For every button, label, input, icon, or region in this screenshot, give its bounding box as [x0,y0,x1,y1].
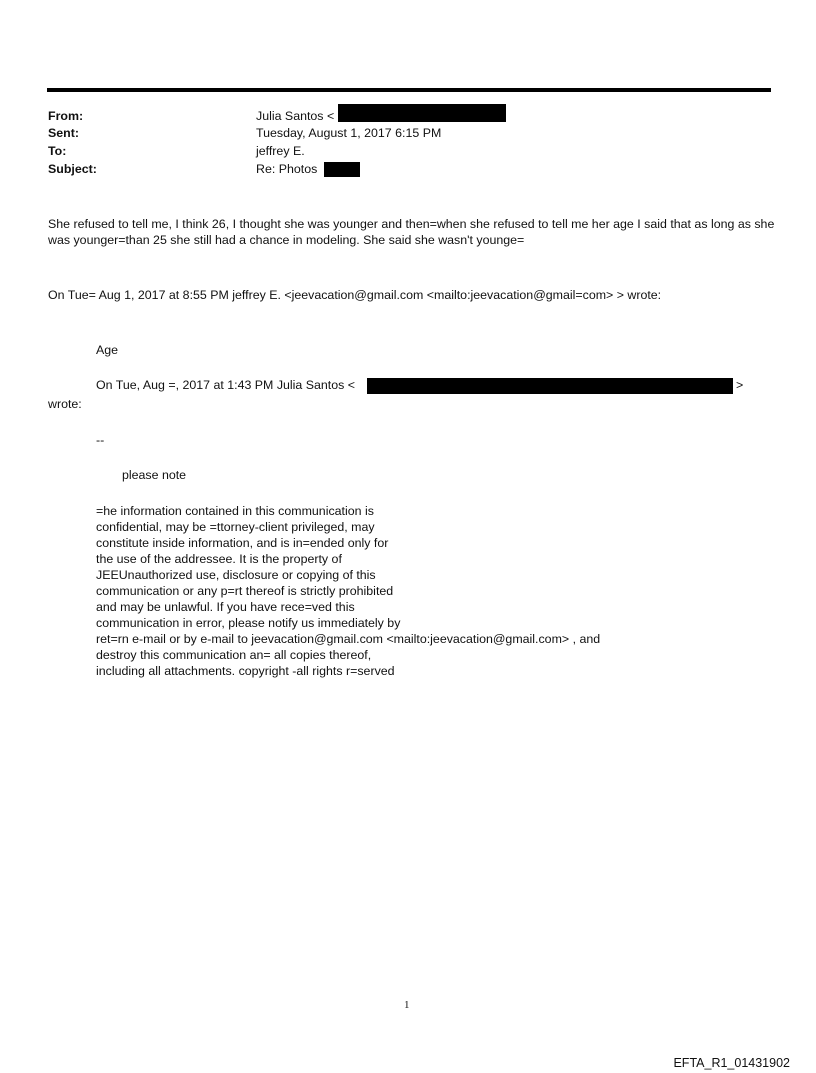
notice-line: =he information contained in this communication is [96,504,374,518]
notice-line: communication or any p=rt thereof is strictly prohibited [96,584,394,598]
body-paragraph: She refused to tell me, I think 26, I thought she was younger and then=when she refused to tell me her age I said that as long as she was younger=than 25 she still had a chance in modeling. She said she wasn't younge= [48,217,775,247]
confidentiality-notice [96,503,600,679]
subject-value: Re: Photos [256,162,318,176]
sent-label: Sent: [48,126,79,140]
signature-separator: -- [96,433,105,447]
quote2-header-end: > [736,378,744,392]
quote1-text: Age [96,343,119,357]
notice-line: destroy this communication an= all copies thereof, [96,648,372,662]
quote2-wrote: wrote: [48,397,82,411]
subject-label: Subject: [48,162,97,176]
from-value [256,108,334,124]
quote2-header: On Tue, Aug =, 2017 at 1:43 PM Julia Santos < [96,378,355,392]
notice-line: confidential, may be =ttorney-client privileged, may [96,520,375,534]
notice-line: communication in error, please notify us immediately by [96,616,401,630]
notice-line: constitute inside information, and is in=ended only for [96,536,389,550]
from-label: From: [48,109,84,123]
notice-line: and may be unlawful. If you have rece=ved this [96,600,355,614]
to-label: To: [48,144,67,158]
to-value: jeffrey E. [256,144,305,158]
notice-line: the use of the addressee. It is the property of [96,552,342,566]
notice-line: ret=rn e-mail or by e-mail to jeevacation@gmail.com <mailto:jeevacation@gmail.com> , and [96,632,601,646]
redaction-from-email [338,104,506,122]
redaction-quote2-email [367,378,733,394]
page-number: 1 [404,999,410,1011]
header-rule [47,88,771,92]
bates-number: EFTA_R1_01431902 [673,1056,790,1070]
please-note: please note [122,468,187,482]
from-name: Julia Santos < [256,109,335,123]
notice-line: including all attachments. copyright -all rights r=served [96,664,395,678]
redaction-subject [324,162,360,177]
quote1-header: On Tue= Aug 1, 2017 at 8:55 PM jeffrey E. <jeevacation@gmail.com <mailto:jeevacation@gmail=com> > wrote: [48,288,662,302]
sent-value: Tuesday, August 1, 2017 6:15 PM [256,126,442,140]
notice-line: JEEUnauthorized use, disclosure or copying of this [96,568,376,582]
